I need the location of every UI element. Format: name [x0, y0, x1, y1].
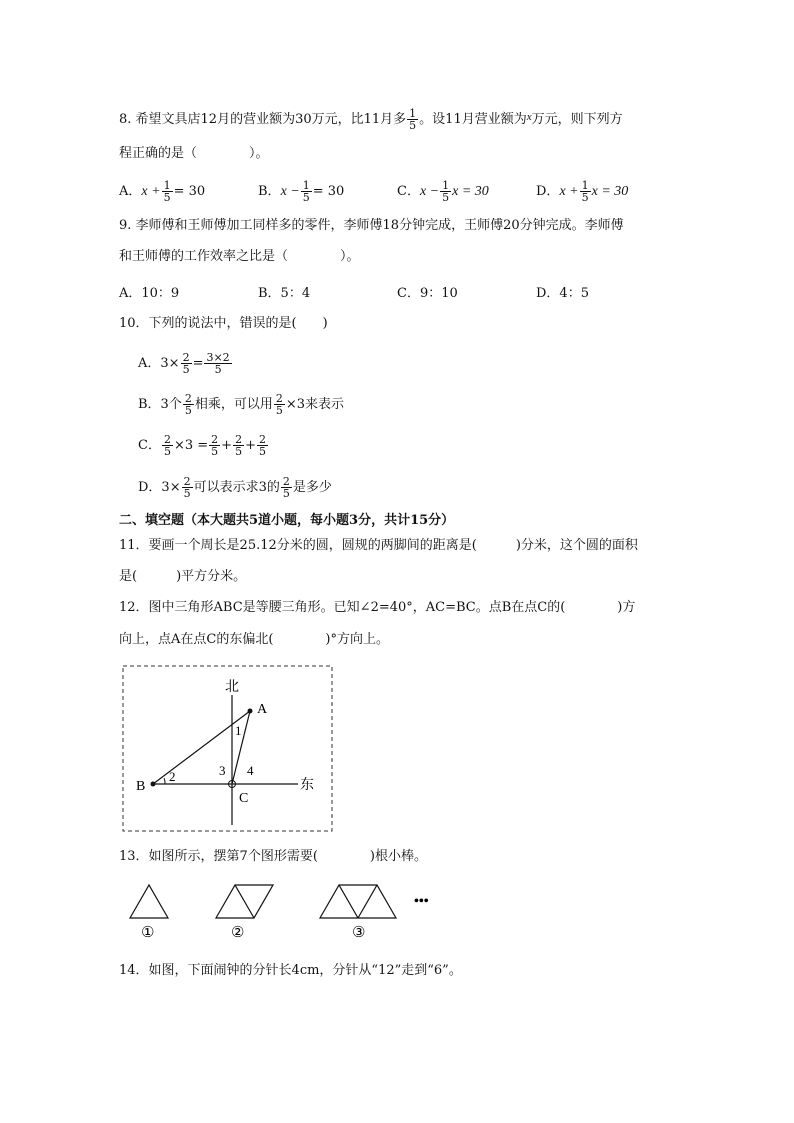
q12-line1: 12．图中三角形ABC是等腰三角形。已知∠2=40°，AC=BC。点B在点C的( )方: [119, 600, 636, 615]
label-angle-4: 4: [247, 763, 254, 778]
label-angle-3: 3: [219, 763, 226, 778]
label-north: 北: [225, 680, 239, 695]
q13-figure: [125, 880, 445, 942]
label-c: C: [239, 791, 249, 806]
q14-line1: 14．如图，下面闹钟的分针长4cm，分针从“12”走到“6”。: [119, 963, 462, 978]
point-b: [151, 782, 156, 787]
q9-option-a[interactable]: A．10：9: [119, 286, 180, 301]
triangle-figure-1: [130, 885, 168, 918]
q11-line1: 11．要画一个周长是25.12分米的圆，圆规的两脚间的距离是( )分米，这个圆的面积: [119, 538, 638, 553]
label-angle-1: 1: [235, 723, 242, 738]
label-figure-1: ①: [141, 925, 155, 941]
fraction: $\frac{1}{5}$: [409, 107, 417, 132]
q12-figure: [122, 665, 334, 832]
q8-line1: 8. 希望文具店12月的营业额为30万元，比11月多 $\frac{1}{5}$ 。设11月营业额为$^x$万元，则下列方: [119, 107, 623, 132]
q11-line2: 是( )平方分米。: [119, 569, 247, 584]
ellipsis: •••: [414, 894, 429, 909]
q10-option-d[interactable]: D．3× $\frac{2}{5}$ 可以表示求3的 $\frac{2}{5}$ 是多少: [138, 475, 332, 500]
q8-option-b[interactable]: B．x − $\frac{1}{5}$ = 30: [258, 179, 345, 204]
q10-option-b[interactable]: B．3个 $\frac{2}{5}$ 相乘，可以用 $\frac{2}{5}$ ×3来表示: [138, 392, 345, 417]
q8-option-c[interactable]: C．x − $\frac{1}{5}$ x = 30: [397, 179, 489, 204]
q13-line1: 13．如图所示，摆第7个图形需要( )根小棒。: [119, 849, 427, 864]
label-figure-3: ③: [352, 925, 366, 941]
q12-line2: 向上，点A在点C的东偏北( )°方向上。: [119, 632, 389, 647]
label-east: 东: [300, 778, 314, 793]
label-angle-2: 2: [169, 769, 176, 784]
q10-option-a[interactable]: A．3× $\frac{2}{5}$ = $\frac{3\times 2}{5}$: [138, 351, 230, 376]
q9-option-d[interactable]: D．4：5: [536, 286, 589, 301]
section-heading: 二、填空题（本大题共5道小题，每小题3分，共计15分）: [119, 513, 455, 528]
angle-2-arc: [164, 778, 165, 784]
q9-option-c[interactable]: C．9：10: [397, 286, 458, 301]
q10-line1: 10．下列的说法中，错误的是( ): [119, 316, 328, 331]
label-figure-2: ②: [231, 925, 245, 941]
q8-option-d[interactable]: D．x + $\frac{1}{5}$ x = 30: [536, 179, 629, 204]
label-b: B: [136, 779, 146, 794]
point-a: [248, 709, 253, 714]
triangle-figure-3: [320, 885, 396, 918]
q8-option-a[interactable]: A．x + $\frac{1}{5}$ = 30: [119, 179, 206, 204]
q8-line2: 程正确的是（ ）。: [119, 146, 269, 161]
q9-option-b[interactable]: B．5：4: [258, 286, 311, 301]
q10-option-c[interactable]: C． $\frac{2}{5}$ ×3 = $\frac{2}{5}$ + $\frac{2}{5}$ + $\frac{2}{5}$: [138, 433, 266, 458]
q9-line1: 9. 李师傅和王师傅加工同样多的零件，李师傅18分钟完成，王师傅20分钟完成。李师傅: [119, 218, 624, 233]
side-ab: [153, 711, 250, 784]
q9-line2: 和王师傅的工作效率之比是（ ）。: [119, 249, 360, 264]
label-a: A: [257, 702, 268, 717]
